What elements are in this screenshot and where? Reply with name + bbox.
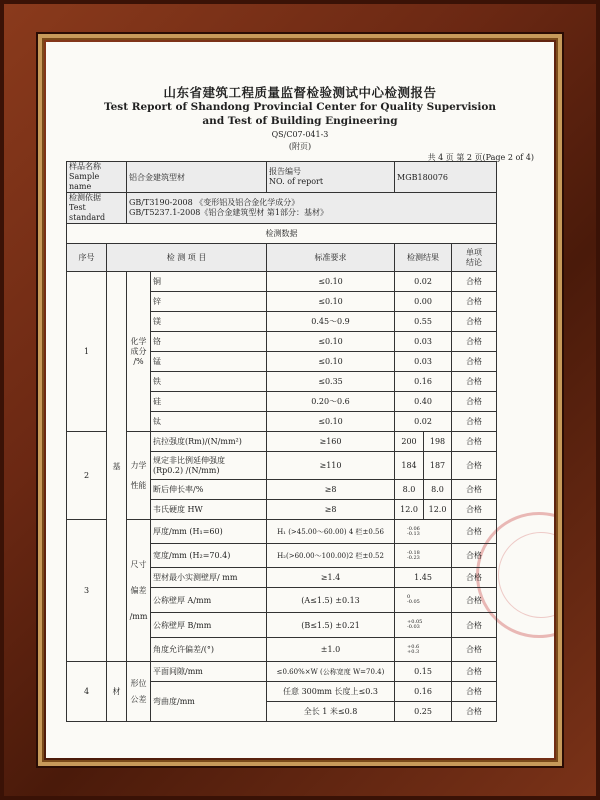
dim-deviation: +0.05 -0.03 — [395, 613, 452, 638]
mech-conclusion: 合格 — [452, 500, 497, 520]
mech-item: 断后伸长率/% — [151, 480, 267, 500]
dim-deviation: 0 -0.05 — [395, 588, 452, 613]
dim-item: 公称壁厚 B/mm — [151, 613, 267, 638]
standard-label: 检测依据 Test standard — [67, 193, 127, 224]
mech-result-a: 8.0 — [395, 480, 424, 500]
chem-result: 0.55 — [395, 312, 452, 332]
form-result: 0.16 — [395, 682, 452, 702]
dim-conclusion: 合格 — [452, 638, 497, 662]
sample-row — [67, 162, 497, 193]
mech-conclusion: 合格 — [452, 432, 497, 452]
chem-item: 钛 — [151, 412, 267, 432]
chem-result: 0.03 — [395, 352, 452, 372]
mech-result-a: 184 — [395, 452, 424, 480]
dim-item: 型材最小实测壁厚/ mm — [151, 568, 267, 588]
standard-row — [67, 193, 497, 224]
mech-result-a: 200 — [395, 432, 424, 452]
chem-req: ≤0.10 — [267, 272, 395, 292]
column-header-row — [67, 244, 497, 272]
chem-conclusion: 合格 — [452, 312, 497, 332]
dim-req: (B≤1.5) ±0.21 — [267, 613, 395, 638]
form-conclusion: 合格 — [452, 702, 497, 722]
chem-item: 镁 — [151, 312, 267, 332]
group-4-category: 形位 公差 — [127, 662, 151, 722]
chem-item: 铜 — [151, 272, 267, 292]
chem-conclusion: 合格 — [452, 372, 497, 392]
report-title-en-line1: Test Report of Shandong Provincial Center for Quality Supervision — [104, 101, 496, 113]
dim-deviation: -0.06 -0.13 — [395, 520, 452, 544]
form-conclusion: 合格 — [452, 682, 497, 702]
sample-label: 样品名称 Sample name — [67, 162, 127, 193]
dim-item: 厚度/mm (H₁=60) — [151, 520, 267, 544]
dim-item: 角度允许偏差/(°) — [151, 638, 267, 662]
report-page — [46, 42, 554, 758]
mech-req: ≥160 — [267, 432, 395, 452]
dim-conclusion: 合格 — [452, 613, 497, 638]
col-item: 检 测 项 目 — [107, 244, 267, 272]
mech-conclusion: 合格 — [452, 480, 497, 500]
chem-result: 0.02 — [395, 412, 452, 432]
dim-item: 宽度/mm (H₂=70.4) — [151, 544, 267, 568]
col-conclusion: 单项 结论 — [452, 244, 497, 272]
sample-value: 铝合金建筑型材 — [127, 162, 267, 193]
standard-value: GB/T3190-2008 《变形铝及铝合金化学成分》 GB/T5237.1-2008《铝合金建筑型材 第1部分：基材》 — [127, 193, 497, 224]
form-code: QS/C07-041-3 — [271, 130, 329, 139]
chem-result: 0.00 — [395, 292, 452, 312]
mech-result-b: 12.0 — [424, 500, 452, 520]
chem-req: ≤0.35 — [267, 372, 395, 392]
group-4-no: 4 — [67, 662, 107, 722]
chem-item: 硅 — [151, 392, 267, 412]
group-1-no: 1 — [67, 272, 107, 432]
chem-req: ≤0.10 — [267, 352, 395, 372]
chem-conclusion: 合格 — [452, 352, 497, 372]
dim-req: ±1.0 — [267, 638, 395, 662]
dim-deviation: -0.18 -0.23 — [395, 544, 452, 568]
form-req: 任意 300mm 长度上≤0.3 — [267, 682, 395, 702]
base-material-label-1: 基 — [107, 272, 127, 662]
test-data-table — [66, 161, 497, 722]
mech-result-a: 12.0 — [395, 500, 424, 520]
chem-item: 铬 — [151, 332, 267, 352]
form-conclusion: 合格 — [452, 662, 497, 682]
chem-req: ≤0.10 — [267, 332, 395, 352]
table-row — [67, 520, 497, 544]
chem-conclusion: 合格 — [452, 332, 497, 352]
mech-result-b: 187 — [424, 452, 452, 480]
mech-item: 规定非比例延伸强度 (Rp0.2) /(N/mm) — [151, 452, 267, 480]
form-req: 全长 1 米≤0.8 — [267, 702, 395, 722]
dim-conclusion: 合格 — [452, 588, 497, 613]
chem-conclusion: 合格 — [452, 272, 497, 292]
dim-deviation: +0.6 +0.3 — [395, 638, 452, 662]
mech-req: ≥110 — [267, 452, 395, 480]
chem-req: 0.20～0.6 — [267, 392, 395, 412]
dim-req: ≥1.4 — [267, 568, 395, 588]
chem-item: 锌 — [151, 292, 267, 312]
report-no-label: 报告编号 NO. of report — [267, 162, 395, 193]
dim-item: 公称壁厚 A/mm — [151, 588, 267, 613]
dim-conclusion: 合格 — [452, 520, 497, 544]
mech-item: 韦氏硬度 HW — [151, 500, 267, 520]
group-2-no: 2 — [67, 432, 107, 520]
base-material-label-2: 材 — [107, 662, 127, 722]
dim-conclusion: 合格 — [452, 544, 497, 568]
form-result: 0.15 — [395, 662, 452, 682]
mech-item: 抗拉强度(Rm)/(N/mm²) — [151, 432, 267, 452]
chem-req: 0.45～0.9 — [267, 312, 395, 332]
dim-req: H₂(>60.00～100.00)2 栏±0.52 — [267, 544, 395, 568]
appendix-label: (附页) — [288, 142, 312, 151]
chem-req: ≤0.10 — [267, 412, 395, 432]
mech-result-b: 8.0 — [424, 480, 452, 500]
report-title-en-line2: and Test of Building Engineering — [202, 115, 398, 127]
table-row — [67, 662, 497, 682]
col-seq: 序号 — [67, 244, 107, 272]
chem-result: 0.16 — [395, 372, 452, 392]
table-row — [67, 272, 497, 292]
dim-req: H₁ (>45.00～60.00) 4 栏±0.56 — [267, 520, 395, 544]
chem-result: 0.40 — [395, 392, 452, 412]
section-title-row — [67, 224, 497, 244]
group-2-category: 力学 性能 — [127, 432, 151, 520]
chem-conclusion: 合格 — [452, 292, 497, 312]
dim-req: (A≤1.5) ±0.13 — [267, 588, 395, 613]
group-3-category: 尺寸 偏差 /mm — [127, 520, 151, 662]
group-3-no: 3 — [67, 520, 107, 662]
page-number: 共 4 页 第 2 页(Page 2 of 4) — [427, 153, 534, 162]
chem-conclusion: 合格 — [452, 392, 497, 412]
dim-conclusion: 合格 — [452, 568, 497, 588]
chem-item: 铁 — [151, 372, 267, 392]
group-1-category: 化学 成分 /% — [127, 272, 151, 432]
table-row — [67, 432, 497, 452]
dim-result: 1.45 — [395, 568, 452, 588]
mech-result-b: 198 — [424, 432, 452, 452]
section-title: 检测数据 — [67, 224, 497, 244]
form-req: ≤0.60%×W (公称宽度 W=70.4) — [267, 662, 395, 682]
chem-item: 锰 — [151, 352, 267, 372]
chem-result: 0.03 — [395, 332, 452, 352]
chem-conclusion: 合格 — [452, 412, 497, 432]
form-result: 0.25 — [395, 702, 452, 722]
mech-req: ≥8 — [267, 480, 395, 500]
col-requirement: 标准要求 — [267, 244, 395, 272]
chem-req: ≤0.10 — [267, 292, 395, 312]
chem-result: 0.02 — [395, 272, 452, 292]
col-result: 检测结果 — [395, 244, 452, 272]
report-no-value: MGB180076 — [395, 162, 497, 193]
mech-conclusion: 合格 — [452, 452, 497, 480]
form-item: 平面间隙/mm — [151, 662, 267, 682]
mech-req: ≥8 — [267, 500, 395, 520]
form-item: 弯曲度/mm — [151, 682, 267, 722]
report-title-cn: 山东省建筑工程质量监督检验测试中心检测报告 — [163, 85, 437, 100]
